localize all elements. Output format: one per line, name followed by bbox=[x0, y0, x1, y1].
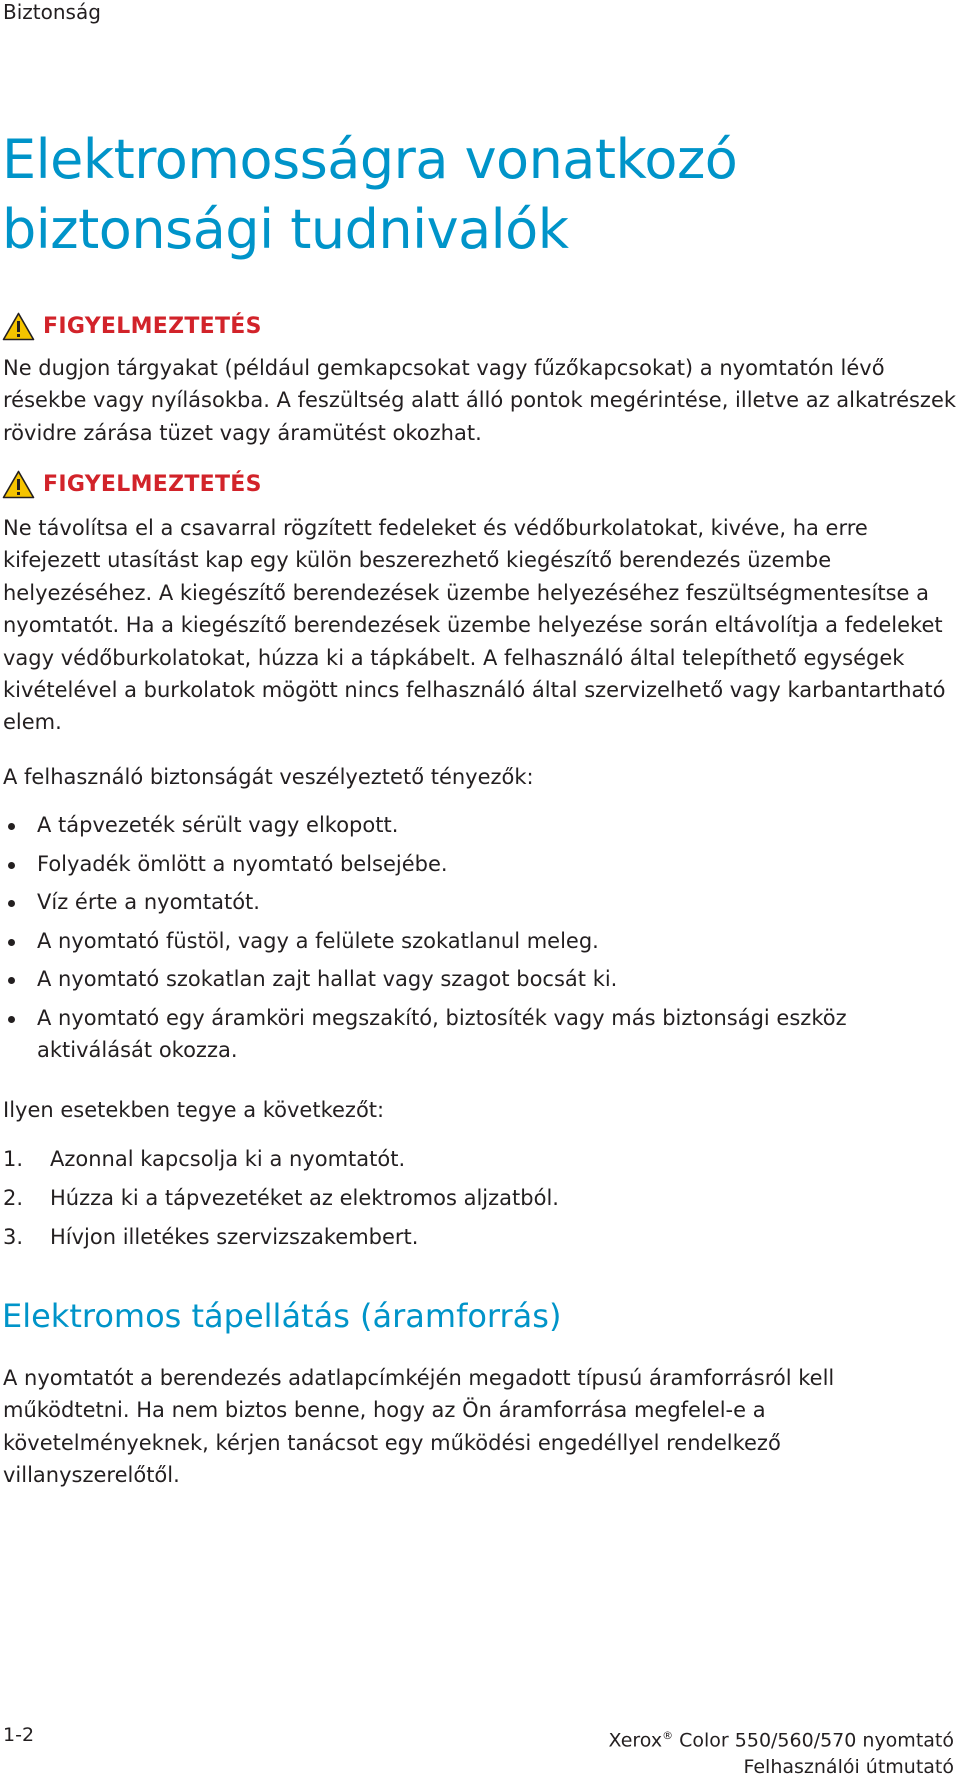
footer-guide-name: Felhasználói útmutató bbox=[743, 1756, 954, 1779]
step-text: Hívjon illetékes szervizszakembert. bbox=[50, 1225, 419, 1249]
risk-list bbox=[3, 809, 953, 1073]
step-number: 3. bbox=[3, 1225, 24, 1249]
warning-triangle-icon bbox=[2, 312, 35, 341]
warning-heading-2 bbox=[2, 470, 262, 499]
list-item: Víz érte a nyomtatót. bbox=[3, 886, 953, 918]
steps-intro: Ilyen esetekben tegye a következőt: bbox=[3, 1098, 385, 1122]
section-heading: Elektromos tápellátás (áramforrás) bbox=[2, 1297, 562, 1335]
power-supply-text: A nyomtatót a berendezés adatlapcímkéjén megadott típusú áramforrásról kell működtetni. Ha nem biztos benne, hogy az Ön áramforrása megfelel-e a követelményeknek, kérjen tanácsot egy működési engedéllyel rendelkező villanyszerelőtől. bbox=[3, 1366, 835, 1488]
risks-intro: A felhasználó biztonságát veszélyeztető tényezők: bbox=[3, 765, 534, 789]
list-item bbox=[3, 1143, 953, 1175]
brand-name: Xerox bbox=[608, 1729, 663, 1752]
page-title: Elektromosságra vonatkozó biztonsági tudnivalók bbox=[2, 128, 738, 261]
list-item: A nyomtató szokatlan zajt hallat vagy szagot bocsát ki. bbox=[3, 963, 953, 995]
footer-product bbox=[609, 1722, 954, 1781]
step-text: Húzza ki a tápvezetéket az elektromos aljzatból. bbox=[50, 1186, 559, 1210]
warning-text-2: Ne távolítsa el a csavarral rögzített fedeleket és védőburkolatokat, kivéve, ha erre kifejezett utasítást kap egy külön beszerezhető kiegészítő berendezés üzembe helyezéséhez. A kiegészítő berendezések üzembe helyezéséhez feszültségmentesítse a nyomtatót. Ha a kiegészítő berendezések üzembe helyezése során eltávolítja a fedeleket vagy védőburkolatokat, húzza ki a tápkábelt. A felhasználó által telepíthető egységek kivételével a burkolatok mögött nincs felhasználó által szervizelhető vagy karbantartható elem. bbox=[3, 516, 946, 735]
step-text: Azonnal kapcsolja ki a nyomtatót. bbox=[50, 1147, 406, 1171]
step-number: 1. bbox=[3, 1147, 24, 1171]
list-item: A tápvezeték sérült vagy elkopott. bbox=[3, 809, 953, 841]
list-item: A nyomtató egy áramköri megszakító, biztosíték vagy más biztonsági eszköz aktiválását okozza. bbox=[3, 1002, 953, 1066]
warning-label: FIGYELMEZTETÉS bbox=[43, 472, 262, 497]
page-header-section: Biztonság bbox=[3, 0, 101, 24]
list-item bbox=[3, 1182, 953, 1214]
warning-text-1: Ne dugjon tárgyakat (például gemkapcsokat vagy fűzőkapcsokat) a nyomtatón lévő résekbe vagy nyílásokba. A feszültség alatt álló pontok megérintése, illetve az alkatrészek rövidre zárása tüzet vagy áramütést okozhat. bbox=[3, 356, 957, 445]
list-item: A nyomtató füstöl, vagy a felülete szokatlanul meleg. bbox=[3, 925, 953, 957]
list-item bbox=[3, 1221, 953, 1253]
warning-label: FIGYELMEZTETÉS bbox=[43, 314, 262, 339]
list-item: Folyadék ömlött a nyomtató belsejébe. bbox=[3, 848, 953, 880]
product-name: Color 550/560/570 nyomtató bbox=[673, 1729, 954, 1752]
registered-mark: ® bbox=[662, 1729, 674, 1742]
warning-triangle-icon bbox=[2, 470, 35, 499]
footer-product-line bbox=[609, 1722, 954, 1754]
steps-list bbox=[3, 1143, 953, 1260]
page-number: 1-2 bbox=[3, 1724, 35, 1746]
warning-heading-1 bbox=[2, 312, 262, 341]
step-number: 2. bbox=[3, 1186, 24, 1210]
